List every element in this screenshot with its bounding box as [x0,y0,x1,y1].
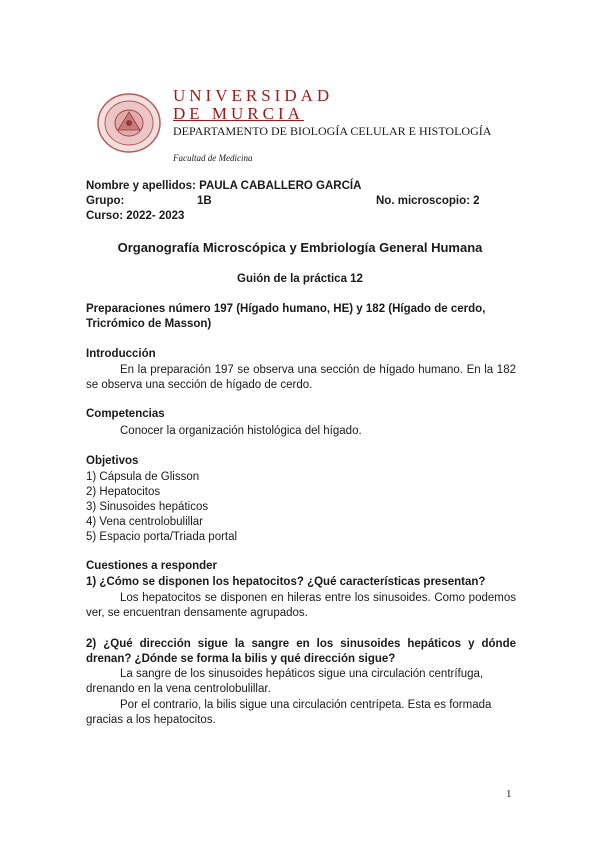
microscope-label: No. microscopio: [376,195,470,207]
student-name-row [86,180,361,192]
course-value: 2022- 2023 [126,210,185,222]
list-item: 4) Vena centrolobulillar [86,516,203,528]
university-name-line1: UNIVERSIDAD [173,86,334,105]
university-seal-icon [96,92,162,154]
questions-heading: Cuestiones a responder [86,560,218,572]
list-item: 2) Hepatocitos [86,486,161,498]
list-item: 1) Cápsula de Glisson [86,471,200,483]
objectives-heading: Objetivos [86,455,139,467]
page-title: Organografía Microscópica y Embriología General Humana [117,240,483,255]
competencies-text: Conocer la organización histológica del hígado. [120,425,362,437]
list-item: 3) Sinusoides hepáticos [86,501,209,513]
course-label: Curso: [86,210,124,222]
microscope-value: 2 [473,195,480,207]
practice-subtitle: Guión de la práctica 12 [237,273,363,285]
department-name: DEPARTAMENTO DE BIOLOGÍA CELULAR E HISTOLOGÍA [173,124,492,138]
list-item: 5) Espacio porta/Triada portal [86,531,238,543]
preparations-heading: Preparaciones número 197 (Hígado humano, HE) y 182 (Hígado de cerdo, Tricrómico de Masson) [86,303,486,330]
introduction-heading: Introducción [86,348,156,360]
introduction-text: En la preparación 197 se observa una sección de hígado humano. En la 182 se observa una sección de hígado de cerdo. [86,364,516,391]
page-number: 1 [506,788,512,800]
answer-2-paragraph-2: Por el contrario, la bilis sigue una circulación centrípeta. Esta es formada gracias a los hepatocitos. [86,699,492,726]
competencies-heading: Competencias [86,408,165,420]
answer-1: Los hepatocitos se disponen en hileras entre los sinusoides. Como podemos ver, se encuentran densamente agrupados. [86,592,516,619]
faculty-name: Facultad de Medicina [173,153,253,163]
group-label: Grupo: [86,195,125,207]
question-2: 2) ¿Qué dirección sigue la sangre en los sinusoides hepáticos y dónde drenan? ¿Dónde se forma la bilis y qué dirección sigue? [86,638,516,665]
answer-2-paragraph-1: La sangre de los sinusoides hepáticos sigue una circulación centrífuga, drenando en la vena centrolobulillar. [86,668,484,695]
student-name-label: Nombre y apellidos: [86,180,196,192]
objectives-list [86,470,237,545]
university-name-line2: DE MURCIA [173,104,304,123]
question-1: 1) ¿Cómo se disponen los hepatocitos? ¿Qué características presentan? [86,576,486,588]
course-row [86,210,184,222]
group-value: 1B [197,195,212,207]
microscope-row [376,195,480,207]
student-name-value: PAULA CABALLERO GARCÍA [199,180,362,192]
